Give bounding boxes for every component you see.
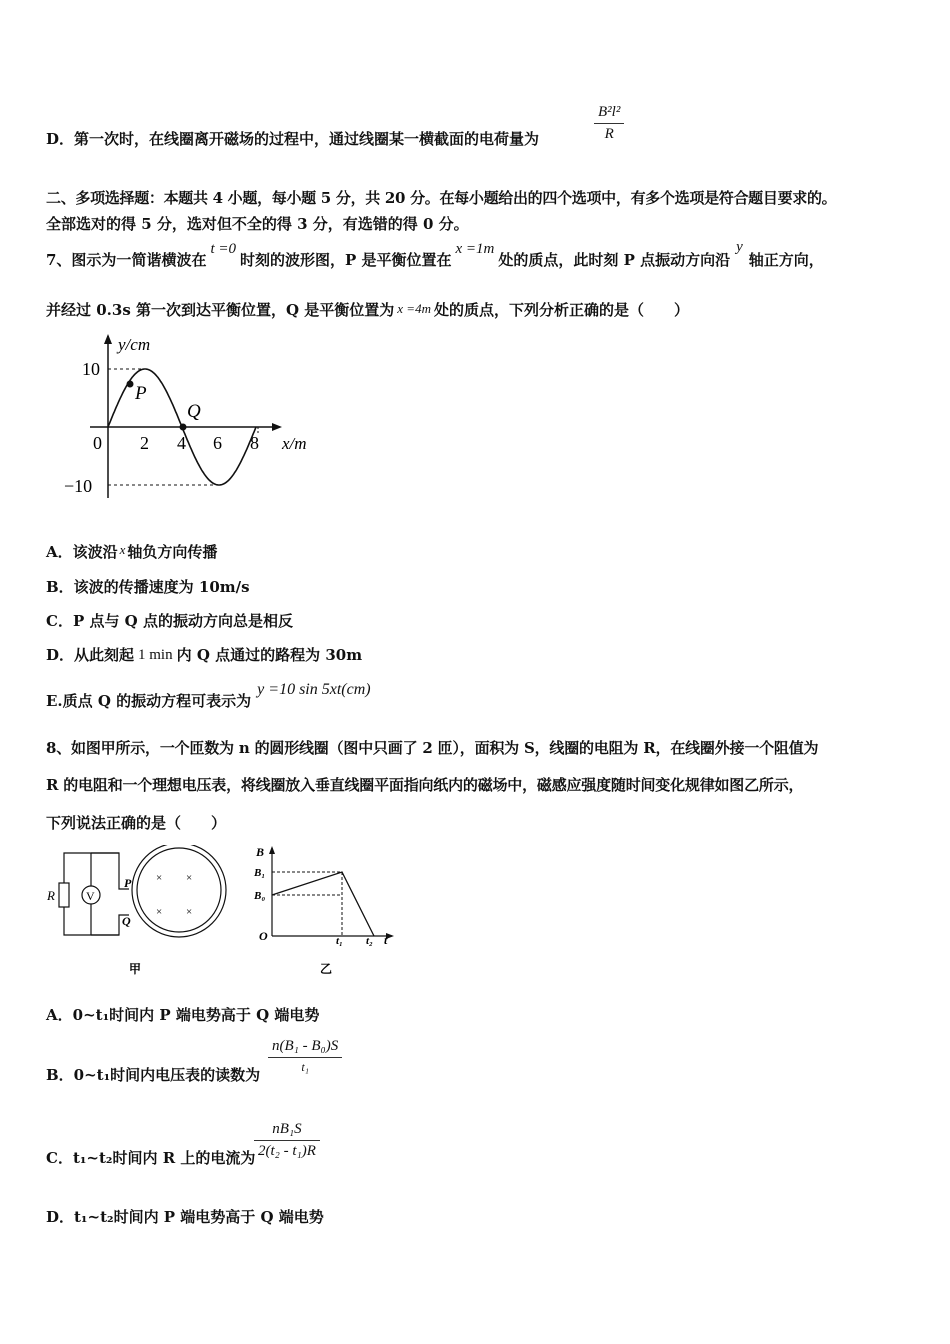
x-axis-label: x/m bbox=[282, 434, 307, 453]
coil-inner bbox=[137, 848, 221, 932]
q7-option-a bbox=[46, 541, 217, 562]
q7-y: y bbox=[736, 239, 743, 255]
b-axis-label: B bbox=[256, 845, 265, 859]
frac-numerator: B²l² bbox=[598, 104, 621, 120]
q7-option-a-pre: A．该波沿 bbox=[46, 543, 118, 561]
caption-yi: 乙 bbox=[320, 962, 333, 976]
field-cross: × bbox=[156, 872, 163, 884]
q7-option-d-post: 内 Q 点通过的路程为 30m bbox=[176, 646, 363, 664]
q7-text-5: 并经过 0.3s 第一次到达平衡位置，Q 是平衡位置为 bbox=[46, 301, 395, 319]
b-axis-arrow bbox=[269, 846, 275, 854]
label-p: P bbox=[135, 383, 147, 404]
q7-text-1: 7、图示为一简谐横波在 bbox=[46, 251, 207, 269]
q7-option-a-x: x bbox=[119, 542, 126, 557]
frac-numerator: n(B₁ - B₀)S bbox=[272, 1038, 339, 1054]
label-r: R bbox=[47, 888, 55, 903]
q8-option-d: D．t₁~t₂时间内 P 端电势高于 Q 端电势 bbox=[46, 1208, 324, 1226]
label-q: Q bbox=[187, 401, 201, 422]
x-tick-2: 2 bbox=[140, 433, 149, 453]
q7-option-a-post: 轴负方向传播 bbox=[127, 543, 218, 561]
x-axis-arrow bbox=[272, 423, 282, 431]
y-tick-10: 10 bbox=[82, 359, 100, 379]
t2-label: t₂ bbox=[366, 935, 373, 947]
q7-option-d bbox=[46, 644, 362, 665]
q7-option-b: B．该波的传播速度为 10m/s bbox=[46, 578, 250, 596]
q8-figure-yi bbox=[252, 840, 402, 980]
frac-numerator: nB₁S bbox=[272, 1121, 302, 1137]
label-p: P bbox=[124, 876, 132, 890]
field-cross: × bbox=[186, 872, 193, 884]
b-t-curve bbox=[272, 872, 374, 936]
section2-line1: 二、多项选择题：本题共 4 小题，每小题 5 分，共 20 分。在每小题给出的四个选项中，有多个选项是符合题目要求的。 bbox=[46, 189, 837, 207]
b1-label: B₁ bbox=[254, 867, 266, 879]
q7-stem-line1 bbox=[46, 239, 824, 270]
caption-jia: 甲 bbox=[129, 962, 142, 976]
q7-wave-graph bbox=[60, 330, 330, 505]
label-v: V bbox=[86, 889, 95, 903]
y-tick-neg10: −10 bbox=[64, 476, 93, 496]
q8-option-b-fraction bbox=[268, 1038, 342, 1075]
q7-option-e bbox=[46, 681, 371, 711]
y-axis-arrow bbox=[104, 334, 112, 344]
q7-option-d-math: 1 min bbox=[138, 647, 173, 663]
q7-text-4: 轴正方向， bbox=[748, 251, 824, 269]
coil-outer bbox=[132, 845, 226, 937]
q7-x1: x =1m bbox=[455, 241, 495, 257]
q7-option-e-math: y =10 sin 5xt(cm) bbox=[257, 681, 371, 698]
q8-option-c-fraction bbox=[254, 1121, 320, 1160]
point-p bbox=[127, 381, 134, 388]
q6-option-d-text: D．第一次时，在线圈离开磁场的过程中，通过线圈某一横截面的电荷量为 bbox=[46, 130, 540, 148]
q8-stem-line3: 下列说法正确的是（ ） bbox=[46, 814, 227, 832]
resistor-r bbox=[59, 883, 69, 907]
field-cross: × bbox=[186, 906, 193, 918]
q8-option-b: B．0~t₁时间内电压表的读数为 bbox=[46, 1066, 261, 1084]
q7-t0: t =0 bbox=[210, 241, 236, 257]
q7-text-3: 处的质点，此时刻 P 点振动方向沿 bbox=[498, 251, 731, 269]
t-axis-label: t bbox=[384, 933, 388, 947]
q8-option-a: A．0~t₁时间内 P 端电势高于 Q 端电势 bbox=[46, 1006, 320, 1024]
q6-option-d bbox=[46, 128, 539, 149]
q8-figure-jia bbox=[44, 845, 244, 980]
q7-text-2: 时刻的波形图，P 是平衡位置在 bbox=[240, 251, 452, 269]
q7-option-d-pre: D．从此刻起 bbox=[46, 646, 135, 664]
frac-denominator: R bbox=[604, 126, 614, 142]
y-axis-label: y/cm bbox=[118, 335, 151, 354]
label-q: Q bbox=[122, 914, 131, 928]
x-tick-6: 6 bbox=[213, 433, 222, 453]
point-q bbox=[180, 424, 187, 431]
t1-label: t₁ bbox=[336, 935, 343, 947]
q8-option-c: C．t₁~t₂时间内 R 上的电流为 bbox=[46, 1149, 256, 1167]
q7-option-e-pre: E.质点 Q 的振动方程可表示为 bbox=[46, 692, 252, 710]
origin-label: O bbox=[259, 929, 268, 943]
frac-denominator: t₁ bbox=[301, 1060, 309, 1074]
x-tick-8: 8 bbox=[250, 433, 259, 453]
q7-text-6: 处的质点，下列分析正确的是（ ） bbox=[433, 301, 689, 319]
x-tick-4: 4 bbox=[177, 433, 186, 453]
b0-label: B₀ bbox=[254, 890, 266, 902]
section2-line2: 全部选对的得 5 分，选对但不全的得 3 分，有选错的得 0 分。 bbox=[46, 215, 469, 233]
q7-x4: x =4m bbox=[397, 301, 431, 316]
frac-denominator: 2(t₂ - t₁)R bbox=[258, 1143, 316, 1159]
x-tick-0: 0 bbox=[93, 433, 102, 453]
q8-stem-line2: R 的电阻和一个理想电压表，将线圈放入垂直线圈平面指向纸内的磁场中，磁感应强度随时间变化规律如图乙所示， bbox=[46, 776, 804, 794]
q7-stem-line2 bbox=[46, 299, 689, 320]
q8-stem-line1: 8、如图甲所示，一个匝数为 n 的圆形线圈（图中只画了 2 匝），面积为 S，线圈的电阻为 R，在线圈外接一个阻值为 bbox=[46, 739, 819, 757]
q6-option-d-fraction bbox=[594, 104, 624, 143]
q7-option-c: C．P 点与 Q 点的振动方向总是相反 bbox=[46, 612, 293, 630]
field-cross: × bbox=[156, 906, 163, 918]
